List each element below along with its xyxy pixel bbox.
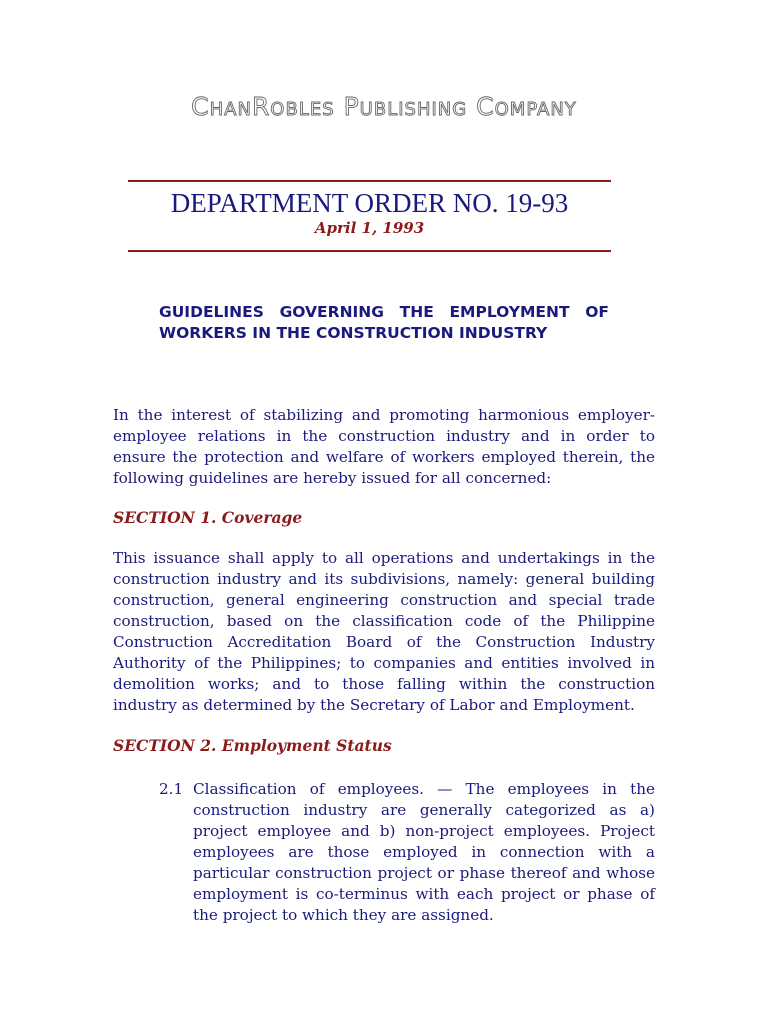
item-text: Classification of employees. — The employees in the construction industry are generally categorized as a) project employee and b) non-project employees. Project employees are those employed in connection with a particular construction project or phase thereof and whose employment is co-terminus with each project or phase of the project to which they are assigned.: [193, 780, 655, 924]
section-1-heading: SECTION 1. Coverage: [113, 508, 303, 527]
top-divider: [128, 180, 611, 182]
guidelines-heading: GUIDELINES GOVERNING THE EMPLOYMENT OF WORKERS IN THE CONSTRUCTION INDUSTRY: [159, 303, 609, 342]
order-title: DEPARTMENT ORDER NO. 19-93: [170, 188, 569, 218]
intro-paragraph: In the interest of stabilizing and promoting harmonious employer-employee relations in the construction industry and in order to ensure the protection and welfare of workers employed therein, the following guidelines are hereby issued for all concerned:: [113, 406, 655, 487]
publisher-name: ChanRobles Publishing Company: [191, 92, 577, 121]
section-1-body: This issuance shall apply to all operations and undertakings in the construction industry and its subdivisions, namely: general building construction, general engineering construction and special trade construction, based on the classification code of the Philippine Construction Accreditation Board of the Construction Industry Authority of the Philippines; to companies and entities involved in demolition works; and to those falling within the construction industry as determined by the Secretary of Labor and Employment.: [113, 549, 655, 714]
section-2-heading: SECTION 2. Employment Status: [113, 736, 392, 755]
item-number: 2.1: [159, 780, 184, 798]
order-date: April 1, 1993: [314, 219, 425, 237]
bottom-divider: [128, 250, 611, 252]
